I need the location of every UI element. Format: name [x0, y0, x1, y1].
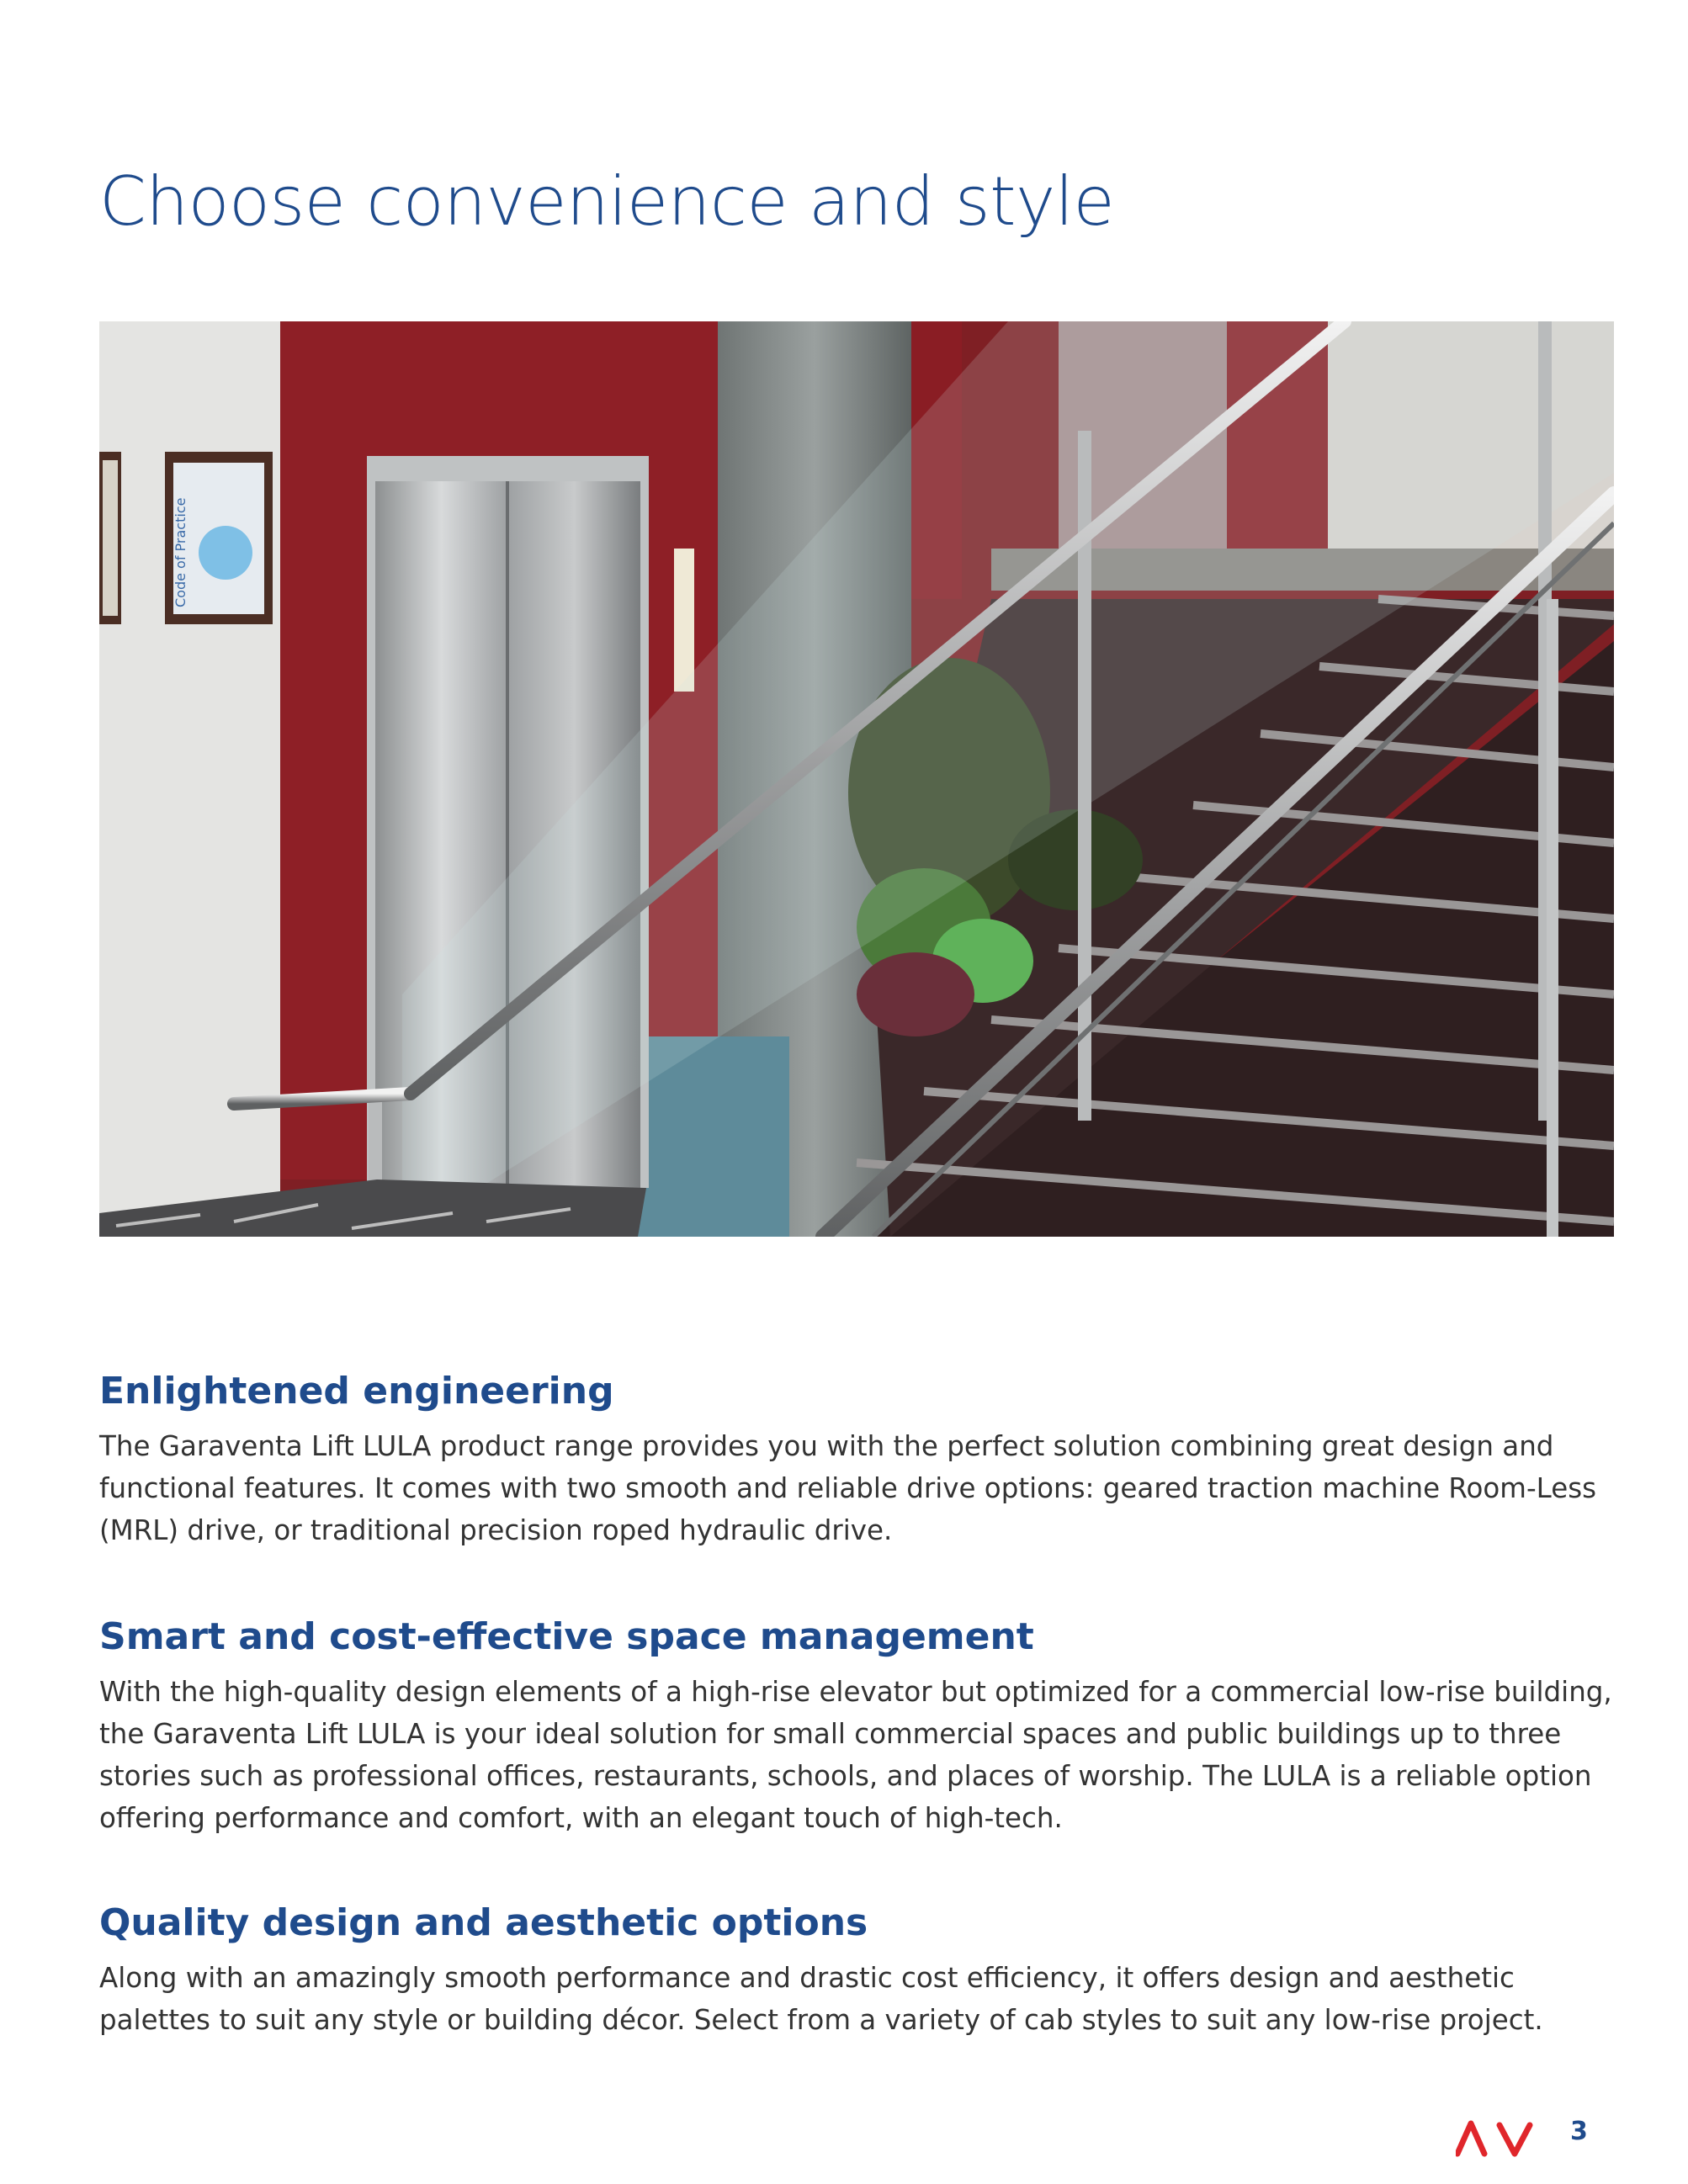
page-title: Choose convenience and style — [99, 162, 1115, 241]
section-body: Along with an amazingly smooth performance and drastic cost efficiency, it offers design and aesthetic palettes to suit any style or building décor. Select from a variety of cab styles to suit any low-rise project. — [99, 1962, 1543, 2036]
section-body: With the high-quality design elements of a high-rise elevator but optimized for a commercial low-rise building, the Garaventa Lift LULA is your ideal solution for small commercial spaces and public buildings up to three stories such as professional offices, restaurants, schools, and places of worship. The LULA is a reliable option offering performance and comfort, with an elegant touch of high-tech. — [99, 1676, 1612, 1834]
section-heading: Enlightened engineering — [99, 1370, 614, 1413]
elevator-staircase-photo — [99, 321, 1614, 1237]
section-body: The Garaventa Lift LULA product range provides you with the perfect solution combining great design and functional features. It comes with two smooth and reliable drive options: geared traction machine Room-Less (MRL) drive, or traditional precision roped hydraulic drive. — [99, 1430, 1597, 1546]
section-heading: Smart and cost-effective space management — [99, 1615, 1034, 1658]
sign-text: Code of Practice — [173, 497, 188, 607]
page-number: 3 — [1570, 2117, 1588, 2146]
section-heading: Quality design and aesthetic options — [99, 1901, 868, 1944]
hero-image — [99, 321, 1614, 1237]
av-logo-icon — [1456, 2120, 1535, 2157]
section-quality-design — [99, 1900, 1622, 2041]
section-space-management — [99, 1614, 1622, 1839]
section-enlightened-engineering — [99, 1368, 1622, 1551]
